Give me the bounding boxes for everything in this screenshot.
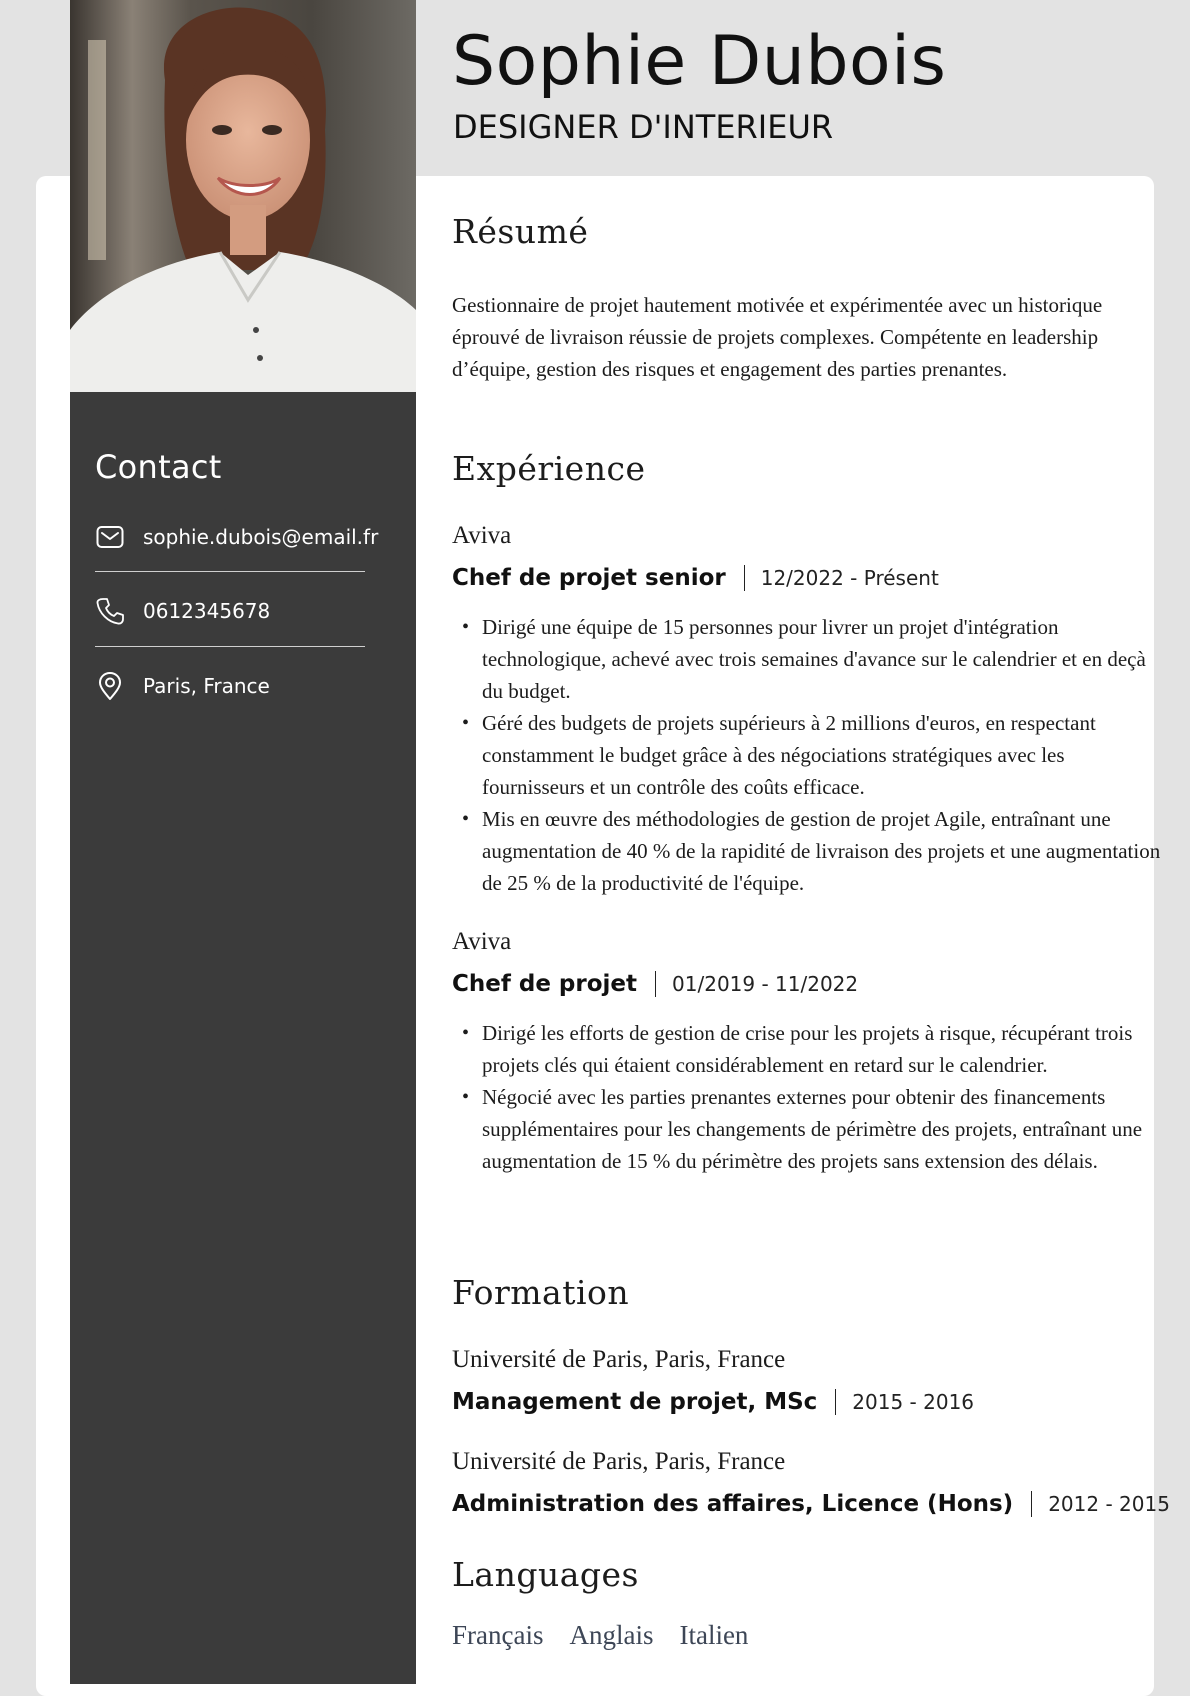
phone-icon — [95, 596, 125, 626]
mail-icon — [95, 522, 125, 552]
job-role: Chef de projet senior — [452, 565, 726, 591]
degree-line — [452, 1491, 1170, 1517]
degree-dates: 2012 - 2015 — [1048, 1492, 1170, 1516]
email-text: sophie.dubois@email.fr — [143, 525, 379, 549]
location-text: Paris, France — [143, 674, 270, 698]
degree-name: Administration des affaires, Licence (Hons) — [452, 1491, 1014, 1517]
location-pin-icon — [95, 671, 125, 701]
degree-separator — [1031, 1491, 1032, 1517]
contact-email[interactable] — [95, 515, 379, 559]
language-item: Anglais — [569, 1620, 654, 1650]
job-role-line — [452, 971, 858, 997]
summary-heading: Résumé — [452, 212, 589, 251]
job-bullet: • Négocié avec les parties prenantes externes pour obtenir des financements supplémentaires pour les changements de périmètre des projets, entraînant une augmentation de 15 % du périmètre des projets sans extension des délais. — [482, 1081, 1162, 1177]
role-separator — [655, 971, 656, 997]
employer-name: Aviva — [452, 928, 512, 955]
job-bullets — [452, 611, 1162, 899]
candidate-name: Sophie Dubois — [452, 22, 947, 101]
job-bullets — [452, 1017, 1162, 1177]
profile-photo — [70, 0, 416, 392]
role-separator — [744, 565, 745, 591]
school-name: Université de Paris, Paris, France — [452, 1346, 786, 1373]
summary-text: Gestionnaire de projet hautement motivée et expérimentée avec un historique éprouvé de livraison réussie de projets complexes. Compétente en leadership d’équipe, gestion des risques et engagement des parties prenantes. — [452, 293, 1103, 381]
job-bullet: • Dirigé les efforts de gestion de crise pour les projets à risque, récupérant trois projets clés qui étaient considérablement en retard sur le calendrier. — [482, 1017, 1162, 1081]
contact-heading: Contact — [95, 448, 222, 486]
language-item: Italien — [679, 1620, 749, 1650]
job-bullet: • Mis en œuvre des méthodologies de gestion de projet Agile, entraînant une augmentation de 40 % de la rapidité de livraison des projets et une augmentation de 25 % de la productivité de l'équipe. — [482, 803, 1162, 899]
job-role: Chef de projet — [452, 971, 638, 997]
phone-text: 0612345678 — [143, 599, 271, 623]
degree-dates: 2015 - 2016 — [852, 1390, 975, 1414]
experience-heading: Expérience — [452, 449, 646, 488]
languages-heading: Languages — [452, 1555, 639, 1594]
employer-name: Aviva — [452, 522, 512, 549]
languages-list — [452, 1620, 774, 1651]
degree-line — [452, 1389, 974, 1415]
sidebar — [70, 0, 416, 1684]
candidate-title: DESIGNER D'INTERIEUR — [453, 108, 834, 146]
job-bullet: • Dirigé une équipe de 15 personnes pour livrer un projet d'intégration technologique, achevé avec trois semaines d'avance sur le calendrier et en deçà du budget. — [482, 611, 1162, 707]
job-dates: 01/2019 - 11/2022 — [672, 972, 859, 996]
contact-location — [95, 664, 365, 708]
school-name: Université de Paris, Paris, France — [452, 1448, 786, 1475]
job-dates: 12/2022 - Présent — [760, 566, 939, 590]
contact-divider — [95, 646, 365, 647]
contact-divider — [95, 571, 365, 572]
degree-separator — [835, 1389, 836, 1415]
job-bullet: • Géré des budgets de projets supérieurs à 2 millions d'euros, en respectant constamment le budget grâce à des négociations stratégiques avec les fournisseurs et un contrôle des coûts efficace. — [482, 707, 1162, 803]
job-role-line — [452, 565, 939, 591]
language-item: Français — [452, 1620, 544, 1650]
education-heading: Formation — [452, 1273, 630, 1312]
degree-name: Management de projet, MSc — [452, 1389, 818, 1415]
contact-phone[interactable] — [95, 589, 365, 633]
